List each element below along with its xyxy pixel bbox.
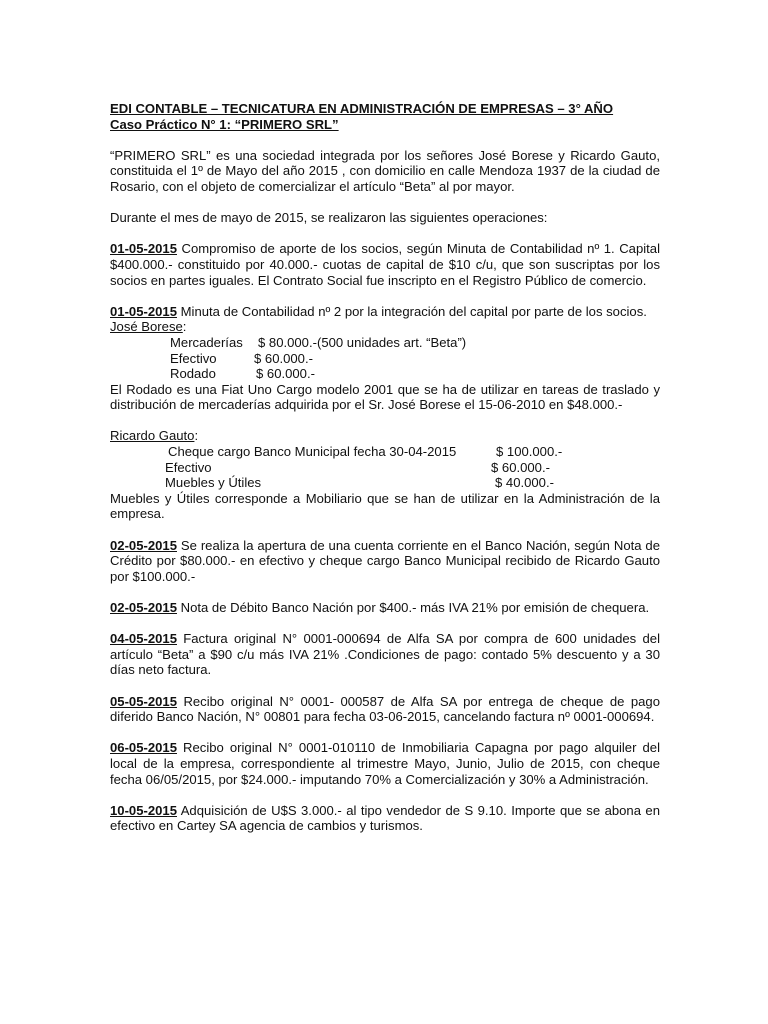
operation-date: 06-05-2015 <box>110 740 177 756</box>
partner-2-item <box>110 444 660 460</box>
item-amount: $ 60.000.- <box>254 350 313 366</box>
operation-date: 05-05-2015 <box>110 693 177 709</box>
operation-2 <box>110 304 660 320</box>
partner-1-item <box>110 335 660 351</box>
item-amount: $ 40.000.- <box>495 475 554 491</box>
operation-text: Adquisición de U$S 3.000.- al tipo vendedor de S 9.10. Importe que se abona en efectivo en Cartey SA agencia de cambios y turismos. <box>110 802 660 834</box>
partner-2-item <box>110 475 660 491</box>
partner-2-heading: Ricardo Gauto: <box>110 428 199 444</box>
operation-text: Recibo original N° 0001-010110 de Inmobiliaria Capagna por pago alquiler del local de la empresa, correspondiente al trimestre Mayo, Junio, Julio de 2015, con cheque fecha 06/05/2015, por $24.000.- imputando 70% a Comercialización y 30% a Administración. <box>110 740 660 787</box>
partner-name: José Borese <box>110 319 183 335</box>
operation-text: Recibo original N° 0001- 000587 de Alfa SA por entrega de cheque de pago diferido Banco Nación, N° 00801 para fecha 03-06-2015, cancelando factura nº 0001-000694. <box>110 693 660 725</box>
lead-paragraph: Durante el mes de mayo de 2015, se realizaron las siguientes operaciones: <box>110 210 548 226</box>
operation-date: 02-05-2015 <box>110 600 177 615</box>
partner-name: Ricardo Gauto <box>110 428 195 444</box>
operation-1 <box>110 241 660 288</box>
case-title: Caso Práctico N° 1: “PRIMERO SRL” <box>110 116 339 132</box>
item-amount: $ 80.000.-(500 unidades art. “Beta”) <box>258 334 467 350</box>
document-body <box>110 101 660 834</box>
item-label: Muebles y Útiles <box>165 475 262 491</box>
item-amount: $ 60.000.- <box>491 459 550 475</box>
operation-3 <box>110 538 660 585</box>
operation-text: Factura original N° 0001-000694 de Alfa SA por compra de 600 unidades del artículo “Beta” a $90 c/u más IVA 21% .Condiciones de pago: contado 5% descuento y a 30 días neto factura. <box>110 631 660 678</box>
partner-2-note: Muebles y Útiles corresponde a Mobiliario que se han de utilizar en la Administración de la empresa. <box>110 490 660 522</box>
operation-6 <box>110 694 660 725</box>
item-label: Efectivo <box>165 459 212 475</box>
operation-text: Compromiso de aporte de los socios, según Minuta de Contabilidad nº 1. Capital $400.000.- constituido por 40.000.- cuotas de capital de $10 c/u, que son suscriptas por los socios en partes iguales. El Contrato Social fue inscripto en el Registro Público de comercio. <box>110 241 660 288</box>
intro-paragraph: “PRIMERO SRL” es una sociedad integrada por los señores José Borese y Ricardo Gauto, constituida el 1º de Mayo del año 2015 , con domicilio en calle Mendoza 1937 de la ciudad de Rosario, con el objeto de comercializar el artículo “Beta” al por mayor. <box>110 147 660 194</box>
item-amount: $ 60.000.- <box>256 366 315 382</box>
operation-8 <box>110 803 660 834</box>
operation-text: Nota de Débito Banco Nación por $400.- más IVA 21% por emisión de chequera. <box>176 600 650 615</box>
operation-date: 02-05-2015 <box>110 537 177 553</box>
operation-7 <box>110 740 660 787</box>
operation-date: 10-05-2015 <box>110 802 177 818</box>
partner-1-heading: José Borese: <box>110 319 187 335</box>
partner-2-item <box>110 460 660 476</box>
item-label: Cheque cargo Banco Municipal fecha 30-04-2015 <box>168 444 457 460</box>
partner-1-item <box>110 351 660 367</box>
operation-date: 01-05-2015 <box>110 241 177 257</box>
item-amount: $ 100.000.- <box>496 444 563 460</box>
operation-5 <box>110 631 660 678</box>
item-label: Efectivo <box>170 350 217 366</box>
operation-text: Se realiza la apertura de una cuenta corriente en el Banco Nación, según Nota de Crédito por $80.000.- en efectivo y cheque cargo Banco Municipal recibido de Ricardo Gauto por $100.000.- <box>110 537 660 584</box>
operation-4 <box>110 600 660 616</box>
document-title: EDI CONTABLE – TECNICATURA EN ADMINISTRACIÓN DE EMPRESAS – 3° AÑO <box>110 101 614 116</box>
partner-1-note: El Rodado es una Fiat Uno Cargo modelo 2001 que se ha de utilizar en tareas de traslado y distribución de mercaderías adquirida por el Sr. José Borese el 15-06-2010 en $48.000.- <box>110 381 660 413</box>
operation-text: Minuta de Contabilidad nº 2 por la integración del capital por parte de los socios. <box>176 303 647 319</box>
operation-date: 01-05-2015 <box>110 303 177 319</box>
item-label: Mercaderías <box>170 334 243 350</box>
item-label: Rodado <box>170 366 216 382</box>
operation-date: 04-05-2015 <box>110 631 177 647</box>
partner-1-item <box>110 366 660 382</box>
